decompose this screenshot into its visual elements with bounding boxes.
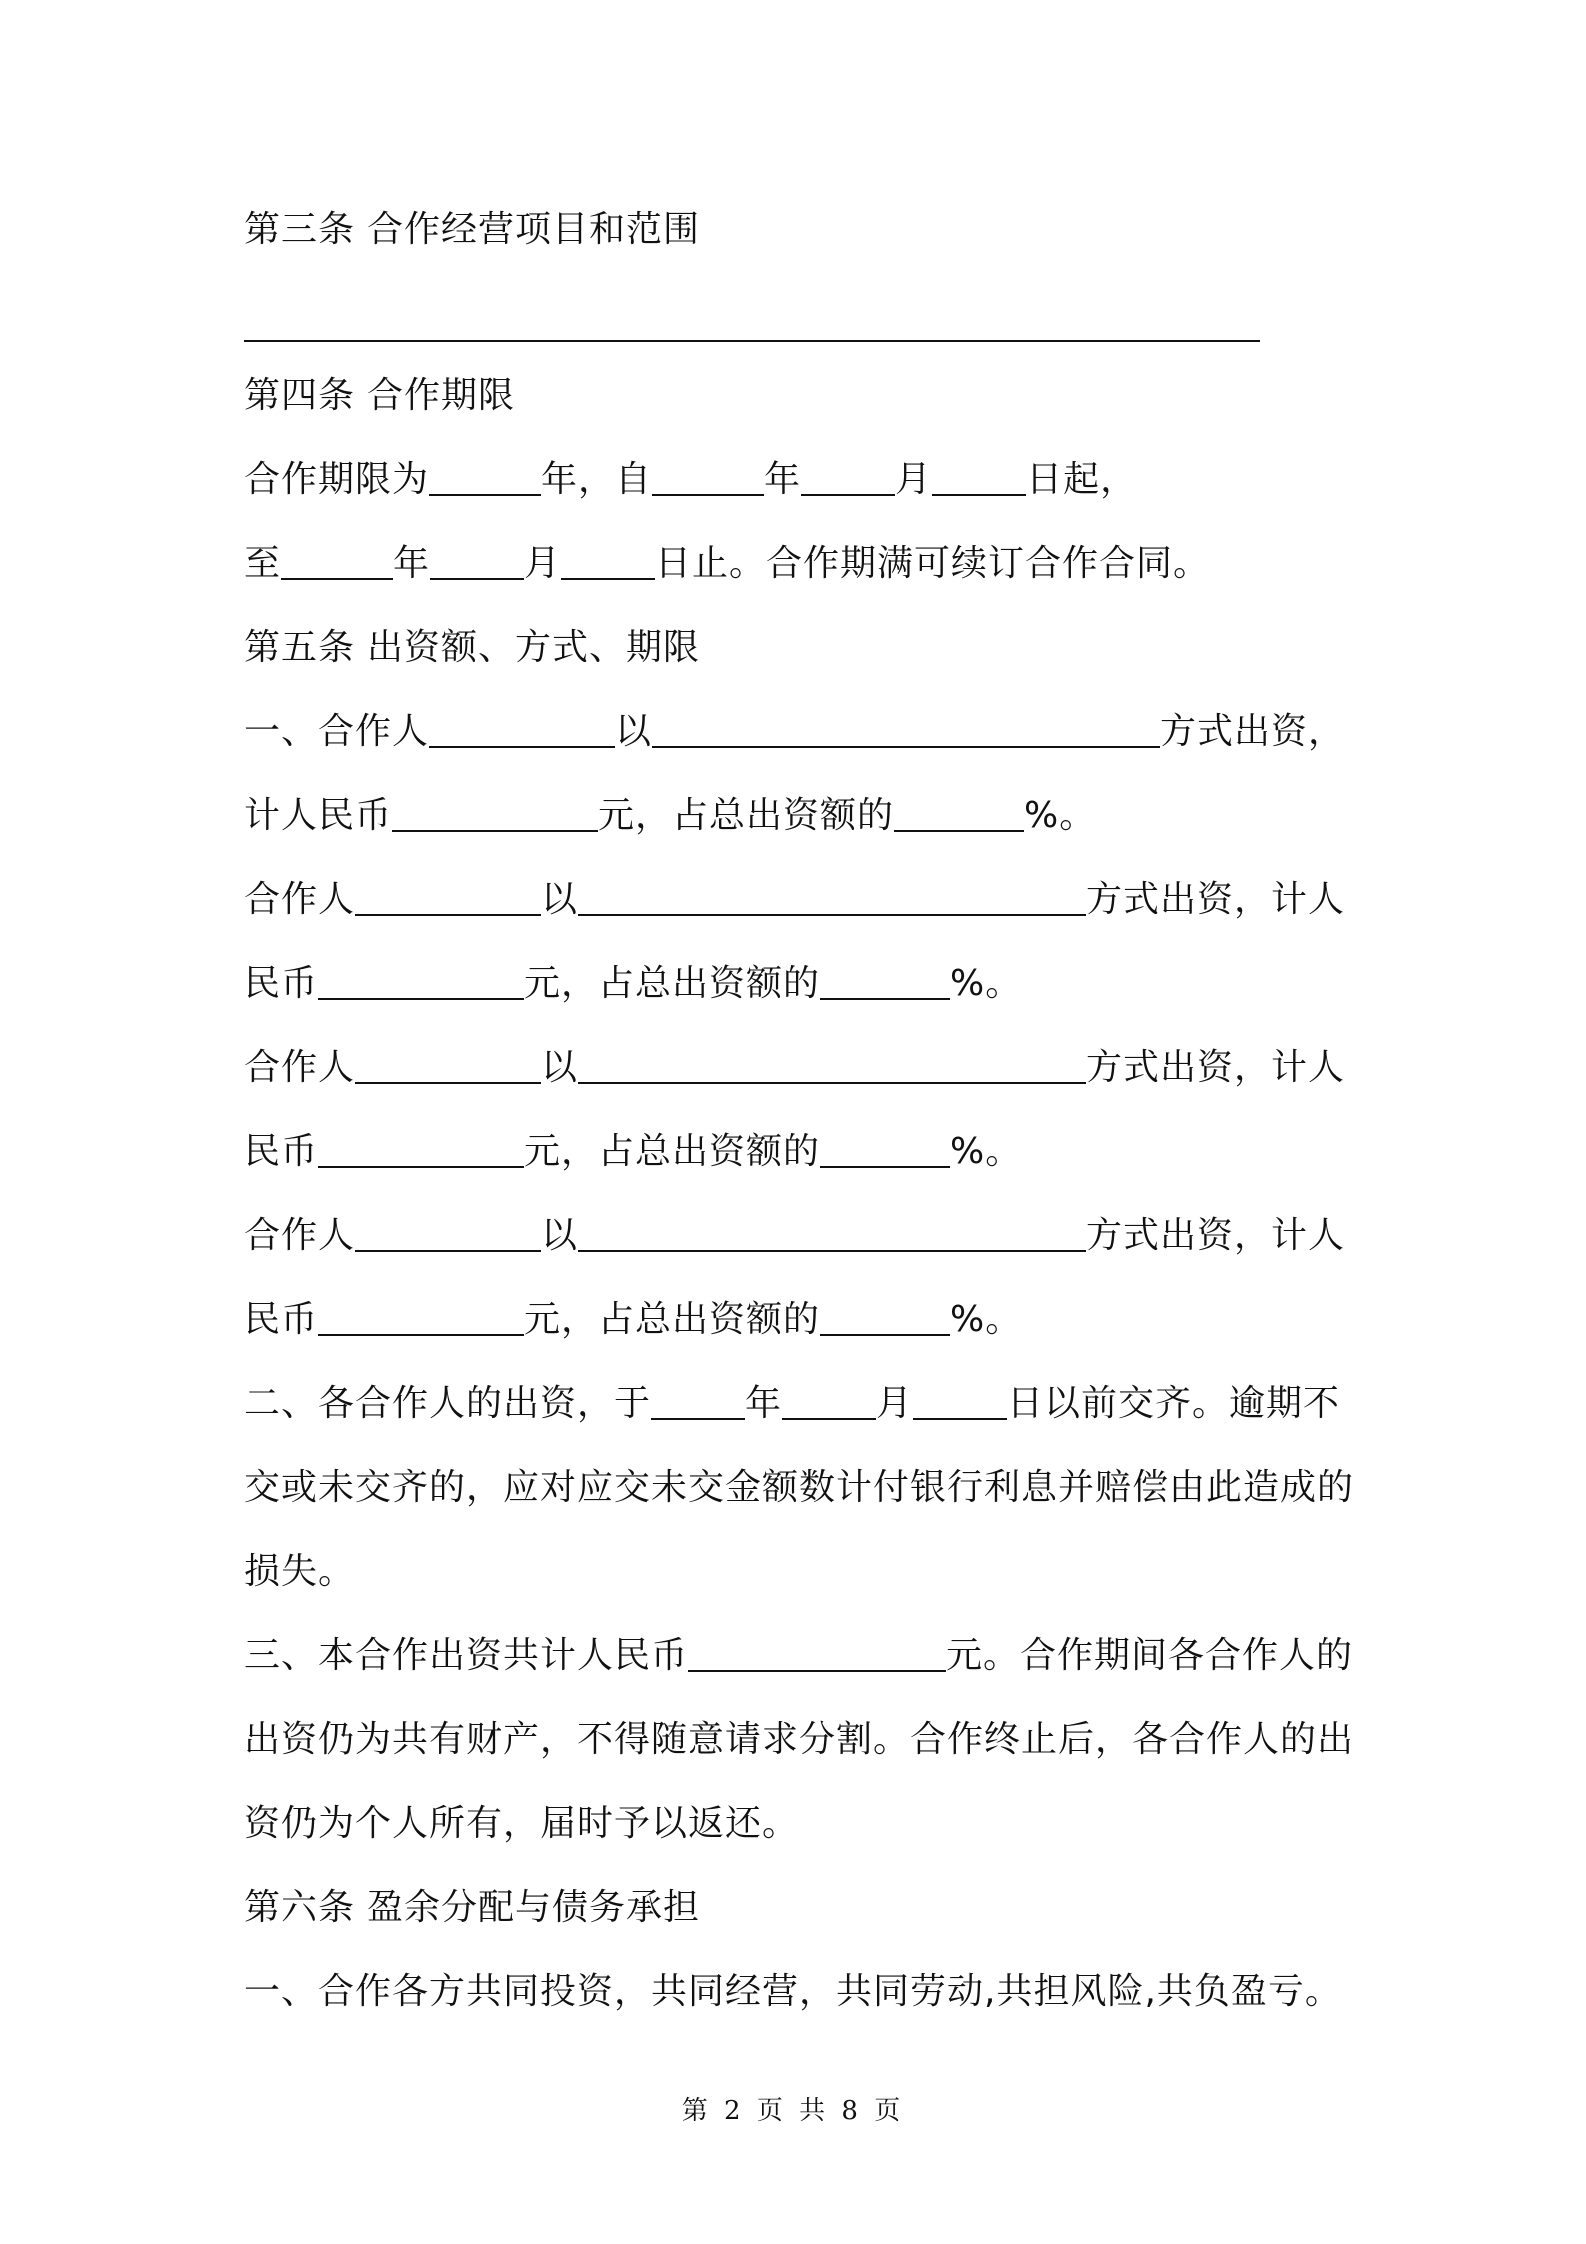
text: 元。合作期间各合作人的	[946, 1635, 1354, 1676]
term-line-1	[244, 450, 1137, 510]
partner-1-line-a	[244, 702, 1345, 762]
deadline-line-2: 交或未交齐的，应对应交未交金额数计付银行利息并赔偿由此造成的	[244, 1467, 1355, 1508]
text: 至	[244, 543, 282, 584]
blank-partner-name	[355, 870, 541, 916]
partner-3-line-a	[244, 1038, 1345, 1098]
partner-4-line-a	[244, 1206, 1345, 1266]
blank-percent	[894, 786, 1024, 832]
text: 计人民币	[244, 795, 393, 836]
text: 二、各合作人的出资，于	[244, 1383, 652, 1424]
text: 元，占总出资额的	[524, 1131, 821, 1172]
text: 合作期限为	[244, 459, 430, 500]
blank-start-year	[652, 450, 764, 496]
blank-percent	[820, 954, 950, 1000]
page-number: 第 2 页 共 8 页	[681, 2096, 905, 2126]
deadline-line-1	[244, 1374, 1340, 1434]
text: 月	[876, 1383, 914, 1424]
article-title: 出资额、方式、期限	[367, 627, 701, 668]
total-line-2: 出资仍为共有财产，不得随意请求分割。合作终止后，各合作人的出	[244, 1719, 1355, 1760]
blank-percent	[820, 1122, 950, 1168]
blank-amount	[392, 786, 598, 832]
blank-end-month	[430, 534, 524, 580]
blank-end-day	[561, 534, 655, 580]
blank-percent	[820, 1290, 950, 1336]
article-title: 盈余分配与债务承担	[367, 1887, 701, 1928]
text: 年	[393, 543, 431, 584]
text: 月	[895, 459, 933, 500]
text: 日止。合作期满可续订合作合同。	[655, 543, 1211, 584]
blank-years	[429, 450, 541, 496]
deadline-line-3: 损失。	[244, 1551, 356, 1592]
article-number: 第六条	[244, 1887, 356, 1928]
article-title: 合作期限	[367, 375, 516, 416]
partner-1-line-b	[244, 786, 1096, 846]
text: 民币	[244, 1131, 319, 1172]
blank-partner-name	[429, 702, 615, 748]
partner-4-line-b	[244, 1290, 1022, 1350]
text: %。	[950, 1299, 1023, 1340]
blank-contribution-method	[578, 1206, 1086, 1252]
blank-partner-name	[355, 1206, 541, 1252]
article-3-heading	[244, 200, 700, 260]
text: 民币	[244, 963, 319, 1004]
total-line-3: 资仍为个人所有，届时予以返还。	[244, 1803, 800, 1844]
article-number: 第四条	[244, 375, 356, 416]
text: %。	[1024, 795, 1097, 836]
text: 一、合作人	[244, 711, 430, 752]
article-6-heading	[244, 1878, 700, 1938]
article-title: 合作经营项目和范围	[367, 209, 701, 250]
total-line-1	[244, 1626, 1353, 1686]
blank-deadline-month	[782, 1374, 876, 1420]
text: %。	[950, 1131, 1023, 1172]
profit-line-1: 一、合作各方共同投资，共同经营，共同劳动,共担风险,共负盈亏。	[244, 1971, 1342, 2012]
text: 月	[524, 543, 562, 584]
text: 方式出资，计人	[1086, 1215, 1346, 1256]
blank-amount	[318, 954, 524, 1000]
text: 方式出资，计人	[1086, 879, 1346, 920]
blank-line-scope	[244, 340, 1260, 342]
text: 以	[541, 1215, 579, 1256]
text: 三、本合作出资共计人民币	[244, 1635, 689, 1676]
text: 合作人	[244, 1215, 356, 1256]
term-line-2	[244, 534, 1210, 594]
partner-2-line-b	[244, 954, 1022, 1014]
text: 年	[764, 459, 802, 500]
blank-contribution-method	[578, 1038, 1086, 1084]
article-number: 第五条	[244, 627, 356, 668]
text: 以	[541, 879, 579, 920]
text: 元，占总出资额的	[524, 963, 821, 1004]
text: 年	[745, 1383, 783, 1424]
blank-start-month	[801, 450, 895, 496]
text: 日以前交齐。逾期不	[1007, 1383, 1341, 1424]
text: 方式出资，	[1160, 711, 1346, 752]
blank-deadline-day	[913, 1374, 1007, 1420]
text: 元，占总出资额的	[524, 1299, 821, 1340]
text: 合作人	[244, 1047, 356, 1088]
text: 民币	[244, 1299, 319, 1340]
blank-amount	[318, 1290, 524, 1336]
text: 年，自	[541, 459, 653, 500]
text: 元，占总出资额的	[598, 795, 895, 836]
text: 方式出资，计人	[1086, 1047, 1346, 1088]
blank-total-amount	[688, 1626, 946, 1672]
blank-deadline-year	[651, 1374, 745, 1420]
text: %。	[950, 963, 1023, 1004]
blank-amount	[318, 1122, 524, 1168]
blank-contribution-method	[578, 870, 1086, 916]
blank-contribution-method	[652, 702, 1160, 748]
text: 以	[541, 1047, 579, 1088]
partner-3-line-b	[244, 1122, 1022, 1182]
article-number: 第三条	[244, 209, 356, 250]
text: 合作人	[244, 879, 356, 920]
blank-start-day	[932, 450, 1026, 496]
text: 以	[615, 711, 653, 752]
blank-partner-name	[355, 1038, 541, 1084]
partner-2-line-a	[244, 870, 1345, 930]
text: 日起，	[1026, 459, 1138, 500]
article-5-heading	[244, 618, 700, 678]
blank-end-year	[281, 534, 393, 580]
article-4-heading	[244, 366, 515, 426]
